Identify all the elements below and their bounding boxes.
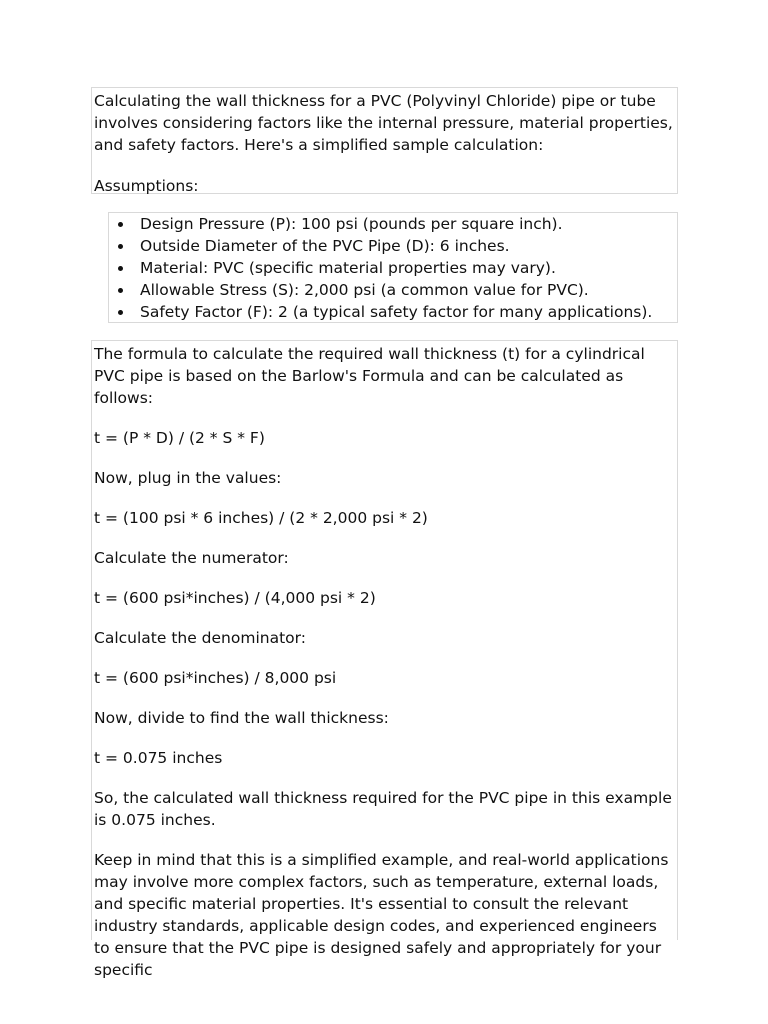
list-item — [109, 301, 677, 323]
calculation-section — [91, 340, 678, 979]
result-line: t = 0.075 inches — [94, 749, 223, 767]
bullet-icon — [118, 288, 123, 293]
assumptions-label: Assumptions: — [94, 177, 199, 195]
list-item — [109, 279, 677, 301]
bullet-icon — [118, 222, 123, 227]
formula-line: t = (600 psi*inches) / 8,000 psi — [94, 669, 337, 687]
assumptions-list — [109, 213, 677, 323]
formula-line: t = (600 psi*inches) / (4,000 psi * 2) — [94, 589, 376, 607]
list-item — [109, 235, 677, 257]
intro-paragraph: Calculating the wall thickness for a PVC (Polyvinyl Chloride) pipe or tube involves considering factors like the internal pressure, material properties, and safety factors. Here's a simplified sample calculation: — [94, 92, 673, 154]
bullet-icon — [118, 244, 123, 249]
assumption-text: Material: PVC (specific material properties may vary). — [140, 259, 556, 277]
bullet-icon — [118, 310, 123, 315]
assumptions-list-box — [108, 212, 678, 323]
disclaimer-paragraph: Keep in mind that this is a simplified example, and real-world applications may involve more complex factors, such as temperature, external loads, and specific material properties. It's essential to consult the relevant industry standards, applicable design codes, and experienced engineers to ensure that the PVC pipe is designed safely and appropriately for your specific — [94, 851, 669, 979]
list-item — [109, 257, 677, 279]
conclusion-paragraph: So, the calculated wall thickness required for the PVC pipe in this example is 0.075 inches. — [94, 789, 672, 829]
assumption-text: Design Pressure (P): 100 psi (pounds per square inch). — [140, 215, 563, 233]
assumption-text: Outside Diameter of the PVC Pipe (D): 6 inches. — [140, 237, 510, 255]
formula-line: t = (P * D) / (2 * S * F) — [94, 429, 265, 447]
intro-section — [91, 87, 678, 194]
step-label: Now, divide to find the wall thickness: — [94, 709, 389, 727]
formula-line: t = (100 psi * 6 inches) / (2 * 2,000 psi * 2) — [94, 509, 428, 527]
step-label: Now, plug in the values: — [94, 469, 282, 487]
assumption-text: Allowable Stress (S): 2,000 psi (a common value for PVC). — [140, 281, 589, 299]
assumption-text: Safety Factor (F): 2 (a typical safety factor for many applications). — [140, 303, 653, 321]
step-label: Calculate the numerator: — [94, 549, 289, 567]
bullet-icon — [118, 266, 123, 271]
list-item — [109, 213, 677, 235]
step-label: Calculate the denominator: — [94, 629, 306, 647]
formula-intro-paragraph: The formula to calculate the required wall thickness (t) for a cylindrical PVC pipe is based on the Barlow's Formula and can be calculated as follows: — [94, 345, 645, 407]
